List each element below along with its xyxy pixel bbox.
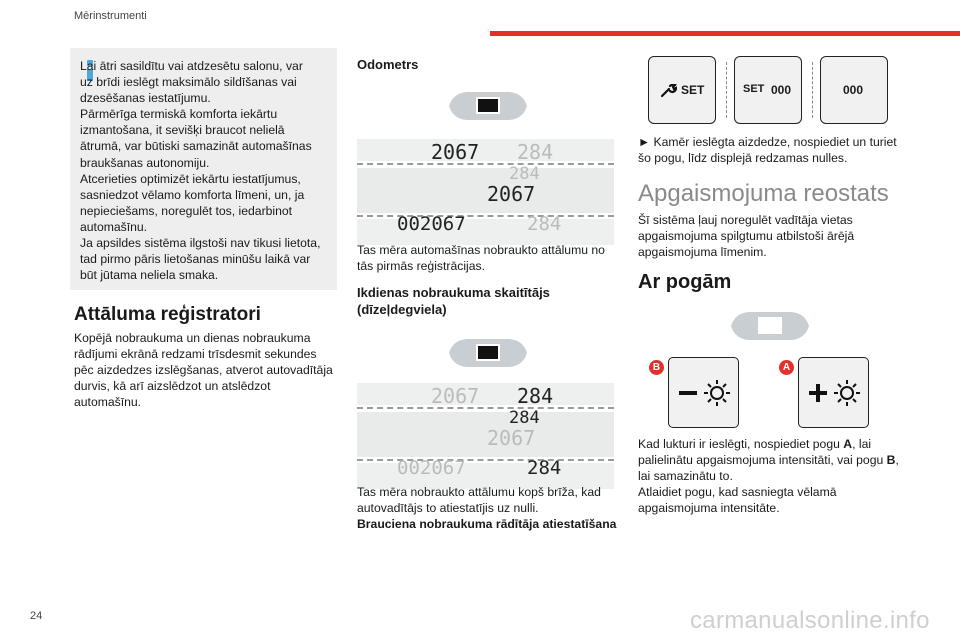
odometer-total-bottom: 002067 xyxy=(397,213,466,235)
badge-a: A xyxy=(779,360,794,375)
badge-b: B xyxy=(649,360,664,375)
zero-reading: 000 xyxy=(771,83,792,97)
trip-value-mid: 284 xyxy=(509,408,540,428)
instrument-cluster-icon xyxy=(445,336,531,370)
watermark: carmanualsonline.info xyxy=(690,607,930,634)
separator xyxy=(812,62,813,118)
buttons-text xyxy=(638,436,906,516)
trip-caption xyxy=(357,484,619,532)
buttons-text-part: , lai palielinātu apgaismojuma intensitāti, vai pogu xyxy=(638,437,887,468)
odometer-trip-top: 284 xyxy=(517,140,554,164)
button-b-ref: B xyxy=(886,453,896,468)
page-number: 24 xyxy=(30,610,43,622)
set-label: SET xyxy=(681,83,705,97)
trip-total-top: 2067 xyxy=(431,384,480,408)
separator xyxy=(726,62,727,118)
zero-reading: 000 xyxy=(843,83,864,97)
press-instruction: ► Kamēr ieslēgta aizdedze, nospiediet un turiet šo pogu, līdz displejā redzamas nulles. xyxy=(638,135,897,166)
brightness-up-icon xyxy=(807,378,863,408)
trip-value-top: 284 xyxy=(517,384,554,408)
trip-reset-subheading: Brauciena nobraukuma rādītāja atiestatīšana xyxy=(357,517,617,532)
odometer-trip-bottom: 284 xyxy=(527,213,562,235)
odometer-total-mid: 2067 xyxy=(487,182,536,206)
buttons-text-part: , lai samazinātu to. xyxy=(638,453,899,484)
dim-increase-button[interactable] xyxy=(798,357,869,428)
odometer-trip-mid: 284 xyxy=(509,164,540,184)
distance-text: Kopējā nobraukuma un dienas nobraukuma rādījumi ekrānā redzami trīsdesmit sekundes pēc aizdedzes izslēgšanas, atverot autovadītāja durvis, kā arī aizslēdzot un atslēdzot automašīnu. xyxy=(74,331,333,410)
trip-caption-text: Tas mēra nobraukto attālumu kopš brīža, kad autovadītājs to atiestatījis uz nulli. xyxy=(357,485,601,516)
wrench-icon xyxy=(661,84,677,98)
section-accent-bar xyxy=(490,31,960,36)
set-button-000[interactable] xyxy=(734,56,802,124)
trip-value-bottom: 284 xyxy=(527,457,562,479)
instrument-cluster-icon xyxy=(727,309,813,343)
dimmer-heading: Apgaismojuma reostats xyxy=(638,180,889,207)
set-button-wrench[interactable] xyxy=(648,56,716,124)
distance-heading: Attāluma reģistratori xyxy=(74,304,261,325)
odometer-caption: Tas mēra automašīnas nobraukto attālumu no tās pirmās reģistrācijas. xyxy=(357,243,605,274)
odometer-total-top: 2067 xyxy=(431,140,480,164)
buttons-heading: Ar pogām xyxy=(638,271,732,293)
button-a-ref: A xyxy=(843,437,853,451)
odometer-heading: Odometrs xyxy=(357,57,419,72)
instrument-cluster-icon xyxy=(445,89,531,123)
zero-display-button[interactable] xyxy=(820,56,888,124)
trip-heading: Ikdienas nobraukuma skaitītājs (dīzeļdegviela) xyxy=(357,285,550,317)
buttons-text-release: Atlaidiet pogu, kad sasniegta vēlamā apgaismojuma intensitāte. xyxy=(638,485,837,516)
brightness-down-icon xyxy=(677,378,733,408)
trip-total-bottom: 002067 xyxy=(397,457,466,479)
set-label: SET xyxy=(743,83,765,95)
dimmer-text: Šī sistēma ļauj noregulēt vadītāja vietas apgaismojuma spilgtumu atbilstoši ārējā apgaismojuma līmenim. xyxy=(638,213,855,260)
section-header: Mērinstrumenti xyxy=(74,10,147,22)
dim-decrease-button[interactable] xyxy=(668,357,739,428)
info-box-text: Lai ātri sasildītu vai atdzesētu salonu, var uz brīdi ieslēgt maksimālo sildīšanas vai dzesēšanas iestatījumu. Pārmērīga termiskā komforta iekārtu izmantošana, it sevišķi braucot nelielā ātrumā, var būtiski samazināt automašīnas braukšanas autonomiju. Atcerieties optimizēt iekārtu iestatījumus, sasniedzot vēlamo komforta līmeni, un, ja nepieciešams, noregulēt tos, iedarbinot automašīnu. Ja apsildes sistēma ilgstoši nav tikusi lietota, tad pirmo pāris lietošanas minūšu laikā var būt jūtama neliela smaka. xyxy=(80,59,321,283)
buttons-text-part: Kad lukturi ir ieslēgti, nospiediet pogu xyxy=(638,437,844,451)
trip-total-mid: 2067 xyxy=(487,426,536,450)
